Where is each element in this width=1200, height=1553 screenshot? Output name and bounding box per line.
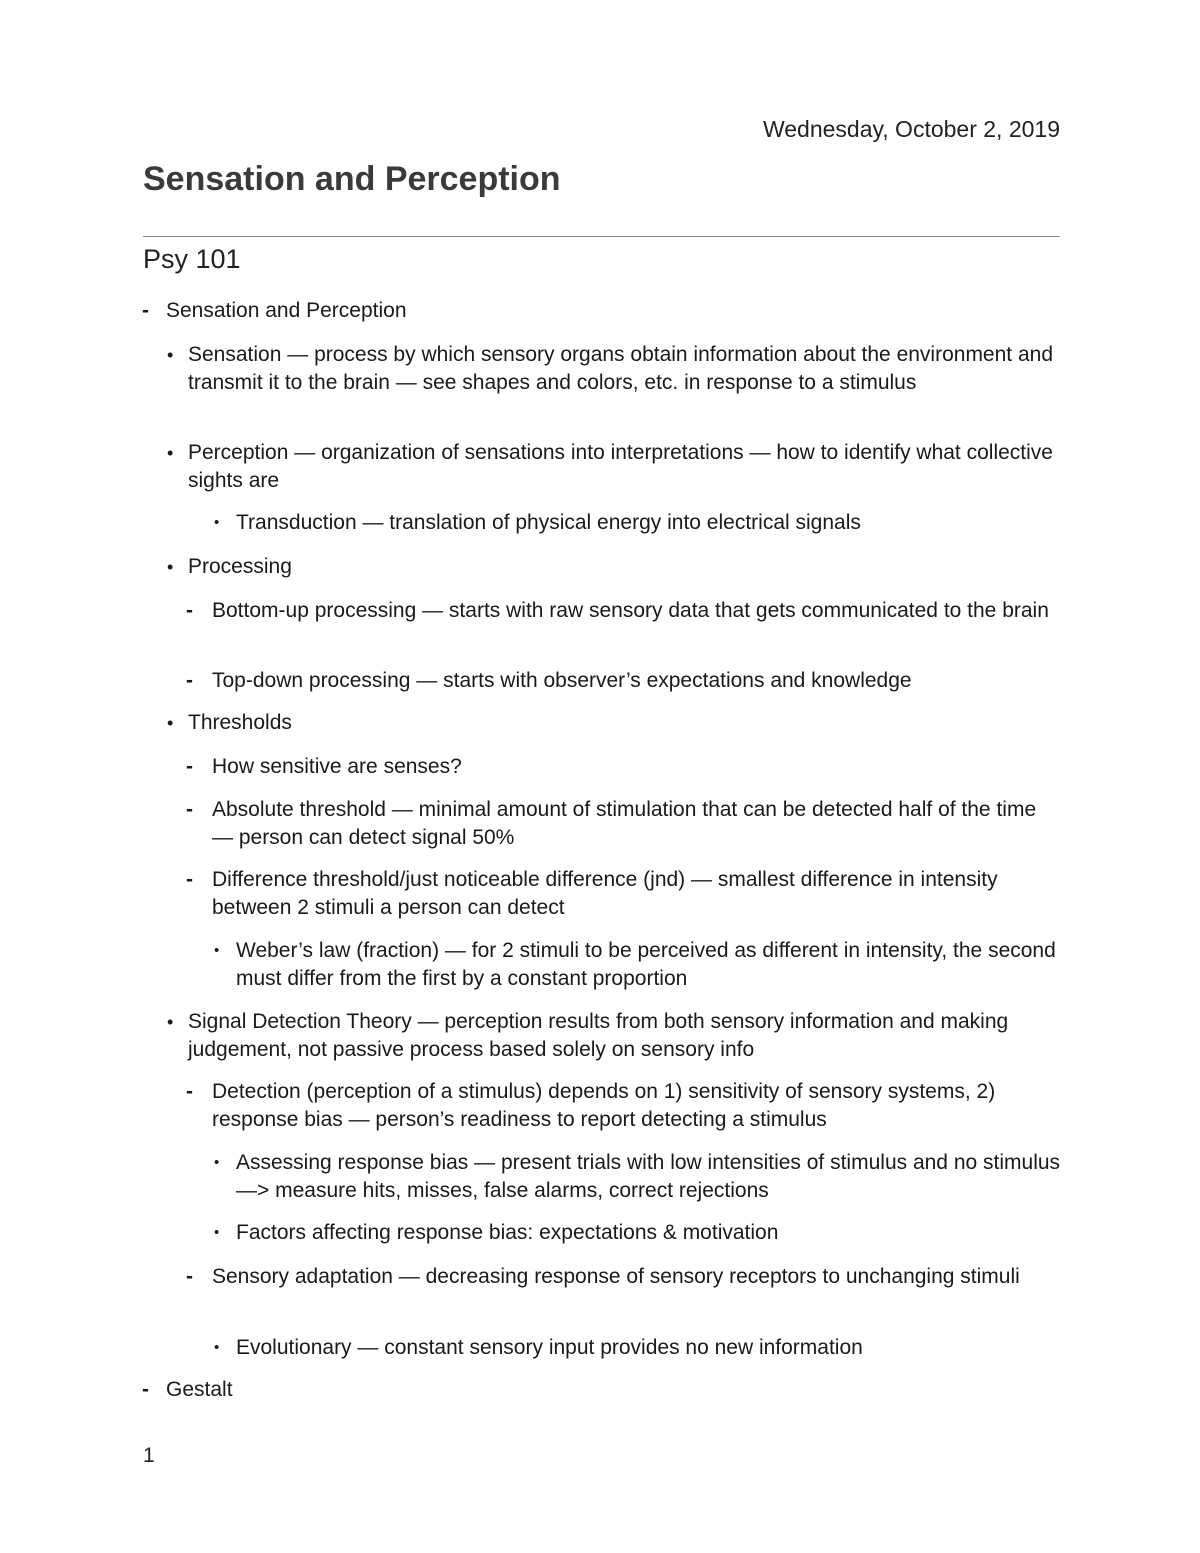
- outline-item: [186, 753, 1062, 781]
- outline-item: [167, 439, 1060, 495]
- outline-item-text: Thresholds: [188, 711, 292, 734]
- dash-bullet: -: [186, 1265, 193, 1288]
- dash-bullet: -: [186, 599, 193, 622]
- date-label: Wednesday, October 2, 2019: [762, 116, 1060, 142]
- outline-item: [214, 937, 1062, 993]
- title-divider: [143, 236, 1060, 237]
- outline-item: [186, 866, 1062, 922]
- outline-item-text: Assessing response bias — present trials with low intensities of stimulus and no stimulus —> measure hits, misses, false alarms, correct rejections: [236, 1151, 1061, 1202]
- outline-item-text: Evolutionary — constant sensory input provides no new information: [236, 1336, 863, 1359]
- dot-bullet: •: [167, 557, 174, 577]
- outline-item-text: Difference threshold/just noticeable difference (jnd) — smallest difference in intensity between 2 stimuli a person can detect: [212, 868, 998, 919]
- dot-bullet: •: [214, 1154, 220, 1171]
- outline-item-text: Weber’s law (fraction) — for 2 stimuli to be perceived as different in intensity, the second must differ from the first by a constant proportion: [236, 939, 1056, 990]
- outline-item: [167, 709, 1060, 737]
- dot-bullet: •: [214, 1339, 220, 1356]
- dot-bullet: •: [167, 345, 174, 365]
- dot-bullet: •: [167, 1012, 174, 1032]
- dot-bullet: •: [214, 1224, 220, 1241]
- outline-item-text: Transduction — translation of physical energy into electrical signals: [236, 511, 861, 534]
- outline-item-text: Sensory adaptation — decreasing response of sensory receptors to unchanging stimuli: [212, 1265, 1020, 1288]
- dash-bullet: -: [186, 1080, 193, 1103]
- outline-item: [167, 341, 1060, 397]
- dash-bullet: -: [186, 868, 193, 891]
- outline-item-text: Perception — organization of sensations into interpretations — how to identify what collective sights are: [188, 441, 1053, 492]
- outline-item: [214, 1334, 1062, 1362]
- outline-item-text: Factors affecting response bias: expectations & motivation: [236, 1221, 779, 1244]
- outline-item-text: Absolute threshold — minimal amount of stimulation that can be detected half of the time — person can detect signal 50%: [212, 798, 1037, 849]
- outline-item: [142, 297, 1056, 325]
- outline-item: [167, 553, 1060, 581]
- outline-item: [142, 1376, 1056, 1404]
- dash-bullet: -: [186, 755, 193, 778]
- outline-item-text: Bottom-up processing — starts with raw sensory data that gets communicated to the brain: [212, 599, 1049, 622]
- outline-item: [186, 597, 1062, 625]
- page-title: Sensation and Perception: [143, 160, 561, 198]
- outline-item: [214, 1149, 1062, 1205]
- dot-bullet: •: [214, 942, 220, 959]
- dot-bullet: •: [214, 514, 220, 531]
- outline-item: [186, 1263, 1062, 1291]
- page-number: 1: [143, 1444, 155, 1467]
- outline-item-text: Top-down processing — starts with observer’s expectations and knowledge: [212, 669, 912, 692]
- outline-item: [214, 1219, 1062, 1247]
- outline-item: [214, 509, 1062, 537]
- outline-item-text: Sensation — process by which sensory organs obtain information about the environment and transmit it to the brain — see shapes and colors, etc. in response to a stimulus: [188, 343, 1053, 394]
- outline-item: [186, 1078, 1062, 1134]
- outline-item: [186, 667, 1062, 695]
- outline-item: [186, 796, 1062, 852]
- dash-bullet: -: [186, 669, 193, 692]
- dash-bullet: -: [142, 299, 149, 322]
- outline-item-text: Gestalt: [166, 1378, 233, 1401]
- dash-bullet: -: [186, 798, 193, 821]
- outline-item: [167, 1008, 1060, 1064]
- outline-item-text: Processing: [188, 555, 292, 578]
- outline-item-text: How sensitive are senses?: [212, 755, 462, 778]
- outline-item-text: Detection (perception of a stimulus) depends on 1) sensitivity of sensory systems, 2) response bias — person’s readiness to report detecting a stimulus: [212, 1080, 996, 1131]
- outline-item-text: Signal Detection Theory — perception results from both sensory information and making judgement, not passive process based solely on sensory info: [188, 1010, 1009, 1061]
- outline-item-text: Sensation and Perception: [166, 299, 407, 322]
- dot-bullet: •: [167, 713, 174, 733]
- dot-bullet: •: [167, 443, 174, 463]
- dash-bullet: -: [142, 1378, 149, 1401]
- course-subtitle: Psy 101: [143, 244, 241, 274]
